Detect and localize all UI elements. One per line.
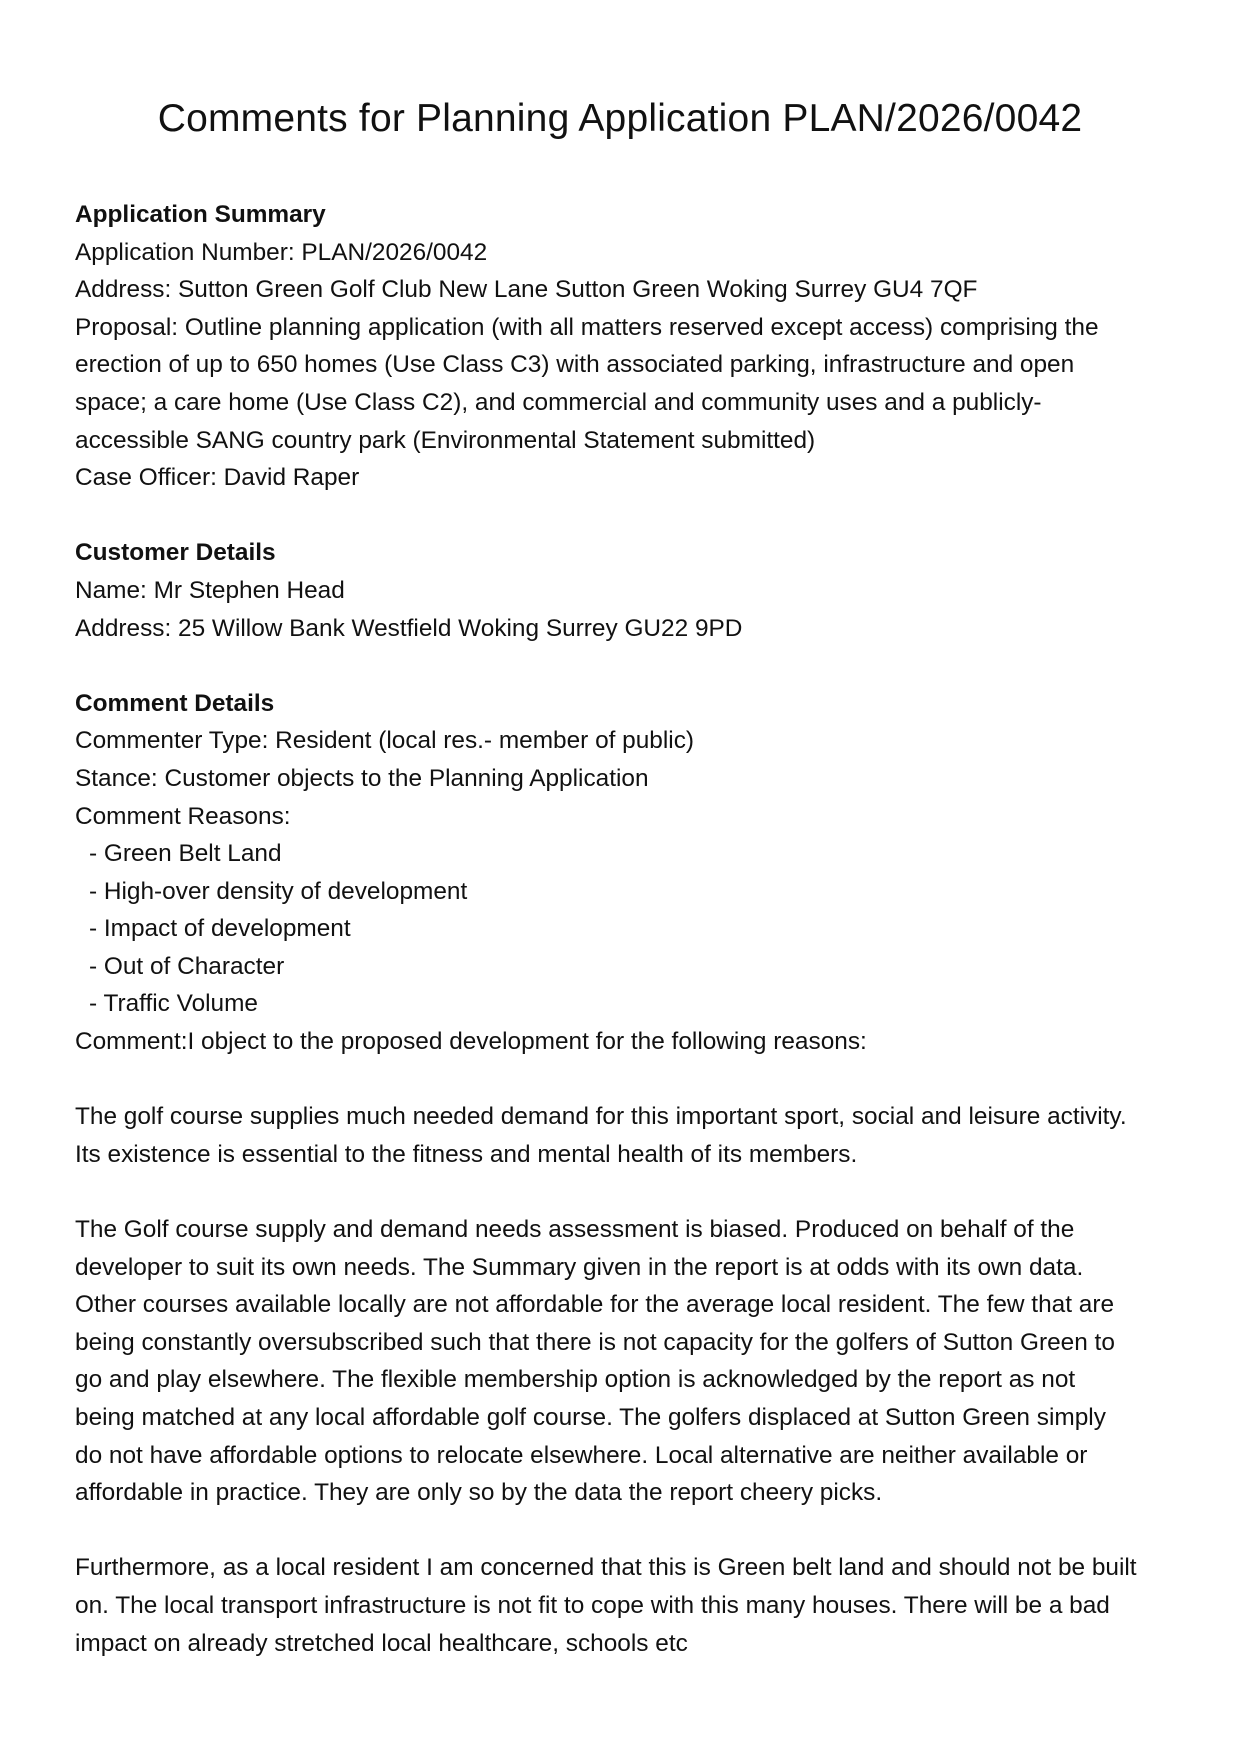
comment-paragraph-1 <box>75 1098 1185 1173</box>
comment-line: The Golf course supply and demand needs assessment is biased. Produced on behalf of the <box>75 1216 1075 1244</box>
proposal-line: space; a care home (Use Class C2), and commercial and community uses and a publicly- <box>75 388 1042 416</box>
paragraph-spacer <box>75 1512 1185 1550</box>
comment-paragraph-2 <box>75 1211 1185 1512</box>
comment-reason-item: - Impact of development <box>89 915 351 943</box>
comment-line: impact on already stretched local healthcare, schools etc <box>75 1629 688 1657</box>
comment-line: The golf course supplies much needed demand for this important sport, social and leisure activity. <box>75 1103 1127 1131</box>
document-body <box>75 196 1185 1662</box>
commenter-type: Commenter Type: Resident (local res.- member of public) <box>75 727 695 755</box>
comment-line: Furthermore, as a local resident I am concerned that this is Green belt land and should not be built <box>75 1554 1137 1582</box>
comment-reason-item: - Traffic Volume <box>89 990 258 1018</box>
comment-reason-item: - High-over density of development <box>89 877 468 905</box>
comment-details-section <box>75 685 1185 1662</box>
page-title: Comments for Planning Application PLAN/2026/0042 <box>157 97 1083 140</box>
proposal-line: Proposal: Outline planning application (with all matters reserved except access) comprising the <box>75 313 1099 341</box>
comment-line: affordable in practice. They are only so by the data the report cheery picks. <box>75 1479 883 1507</box>
application-summary-section <box>75 196 1185 497</box>
paragraph-spacer <box>75 1173 1185 1211</box>
customer-name: Name: Mr Stephen Head <box>75 576 345 604</box>
comment-line: developer to suit its own needs. The Summary given in the report is at odds with its own data. <box>75 1253 1084 1281</box>
comment-reason-item: - Out of Character <box>89 952 285 980</box>
comment-paragraph-3 <box>75 1549 1185 1662</box>
application-address: Address: Sutton Green Golf Club New Lane Sutton Green Woking Surrey GU4 7QF <box>75 276 978 304</box>
case-officer: Case Officer: David Raper <box>75 464 360 492</box>
comment-line: do not have affordable options to relocate elsewhere. Local alternative are neither available or <box>75 1441 1088 1469</box>
proposal-line: accessible SANG country park (Environmental Statement submitted) <box>75 426 816 454</box>
comment-line: on. The local transport infrastructure is not fit to cope with this many houses. There will be a bad <box>75 1591 1110 1619</box>
proposal-line: erection of up to 650 homes (Use Class C3) with associated parking, infrastructure and open <box>75 351 1075 379</box>
comment-intro: Comment:I object to the proposed development for the following reasons: <box>75 1028 867 1056</box>
comment-line: go and play elsewhere. The flexible membership option is acknowledged by the report as not <box>75 1366 1076 1394</box>
comment-reasons-label: Comment Reasons: <box>75 802 291 830</box>
section-spacer <box>75 647 1185 685</box>
comment-line: Its existence is essential to the fitness and mental health of its members. <box>75 1140 858 1168</box>
comment-details-heading: Comment Details <box>75 689 275 717</box>
comment-reason-item: - Green Belt Land <box>89 840 282 868</box>
paragraph-spacer <box>75 1061 1185 1099</box>
stance: Stance: Customer objects to the Planning Application <box>75 764 649 792</box>
customer-details-heading: Customer Details <box>75 539 276 567</box>
customer-details-section <box>75 534 1185 647</box>
comment-line: Other courses available locally are not affordable for the average local resident. The few that are <box>75 1291 1115 1319</box>
customer-address: Address: 25 Willow Bank Westfield Woking Surrey GU22 9PD <box>75 614 743 642</box>
application-summary-heading: Application Summary <box>75 201 326 228</box>
section-spacer <box>75 497 1185 535</box>
application-number: Application Number: PLAN/2026/0042 <box>75 238 488 266</box>
comment-line: being constantly oversubscribed such that there is not capacity for the golfers of Sutton Green to <box>75 1328 1115 1356</box>
comment-line: being matched at any local affordable golf course. The golfers displaced at Sutton Green simply <box>75 1404 1106 1431</box>
